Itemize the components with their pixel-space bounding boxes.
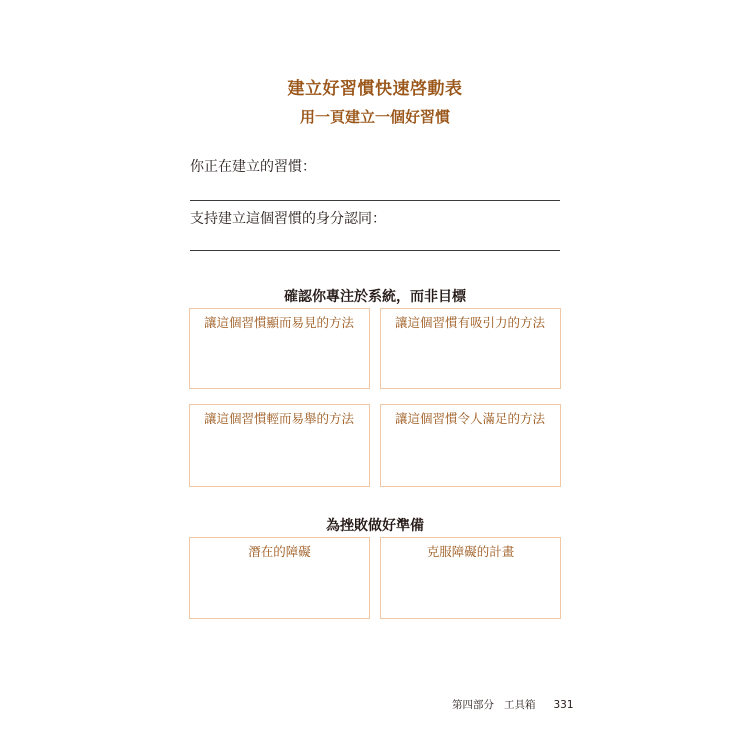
overcome-plan-label: 克服障礙的計畫 bbox=[426, 544, 515, 559]
page-footer bbox=[452, 697, 574, 712]
identity-field-line[interactable] bbox=[190, 250, 560, 251]
footer-chapter: 工具箱 bbox=[504, 699, 536, 711]
page-title: 建立好習慣快速啓動表 bbox=[287, 79, 463, 99]
obstacles-label: 潛在的障礙 bbox=[248, 544, 311, 559]
obvious-method-label: 讓這個習慣顯而易見的方法 bbox=[204, 315, 355, 330]
footer-part: 第四部分 bbox=[452, 699, 494, 711]
page-number: 331 bbox=[553, 699, 574, 711]
failure-section-heading: 為挫敗做好準備 bbox=[326, 518, 424, 534]
satisfying-method-label: 讓這個習慣令人滿足的方法 bbox=[395, 411, 546, 426]
attractive-method-label: 讓這個習慣有吸引力的方法 bbox=[395, 315, 546, 330]
identity-field-label: 支持建立這個習慣的身分認同： bbox=[190, 211, 386, 227]
satisfying-method-box[interactable] bbox=[380, 404, 561, 487]
habit-field-line[interactable] bbox=[190, 200, 560, 201]
easy-method-label: 讓這個習慣輕而易舉的方法 bbox=[204, 411, 355, 426]
overcome-plan-box[interactable] bbox=[380, 537, 561, 619]
obvious-method-box[interactable] bbox=[189, 308, 370, 389]
obstacles-box[interactable] bbox=[189, 537, 370, 619]
easy-method-box[interactable] bbox=[189, 404, 370, 487]
habit-field-label: 你正在建立的習慣： bbox=[190, 159, 316, 175]
page-subtitle: 用一頁建立一個好習慣 bbox=[299, 108, 450, 126]
attractive-method-box[interactable] bbox=[380, 308, 561, 389]
systems-section-heading: 確認你專注於系統，而非目標 bbox=[284, 289, 466, 305]
